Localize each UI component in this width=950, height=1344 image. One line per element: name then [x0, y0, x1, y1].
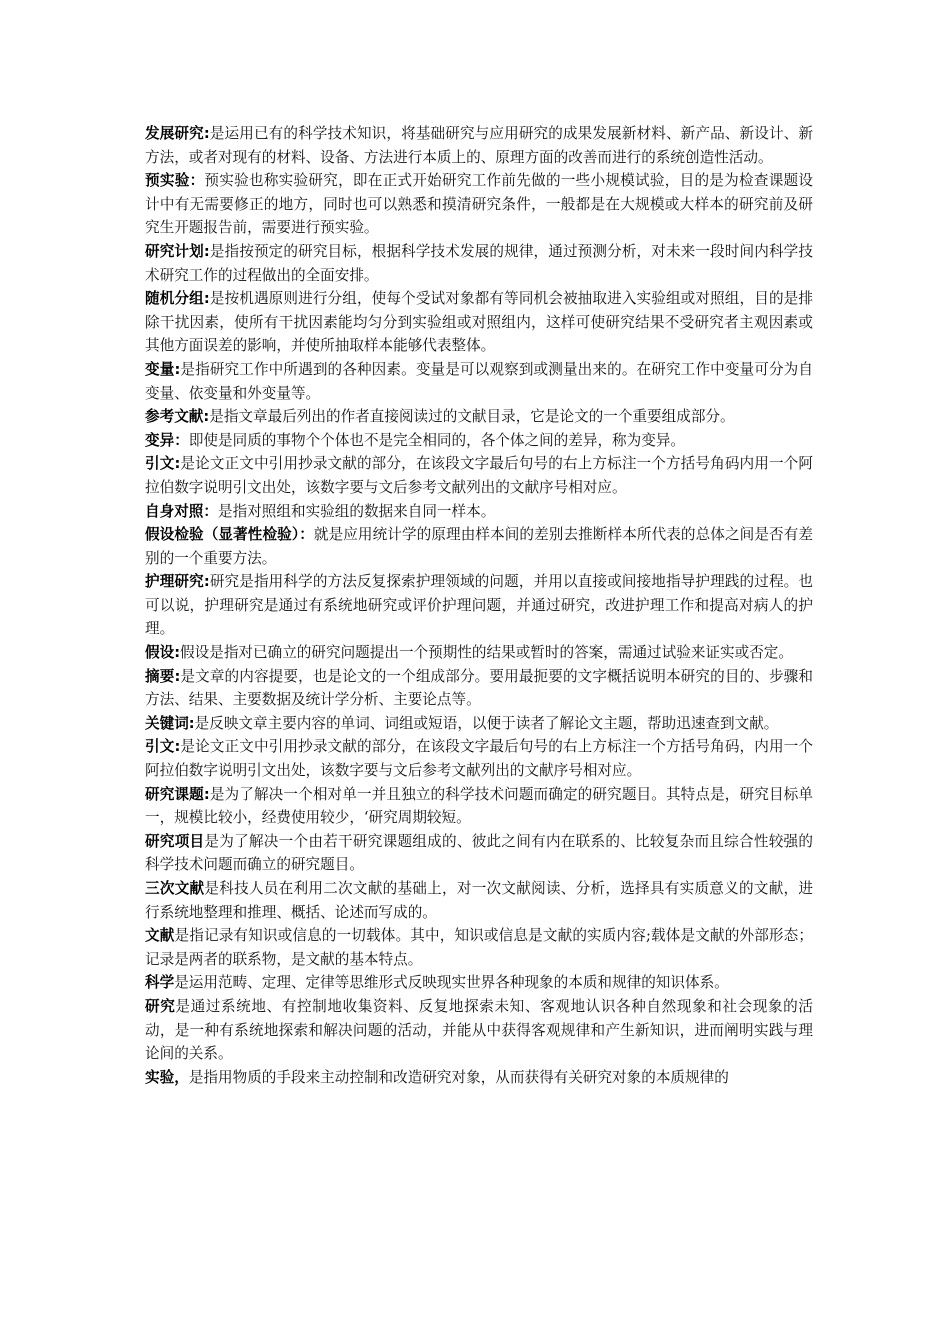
entry-separator: : [174, 360, 181, 378]
glossary-entry [145, 523, 813, 570]
glossary-entry [145, 429, 813, 453]
glossary-body [145, 122, 813, 1089]
entry-separator: ： [189, 172, 205, 190]
entry-definition: 是运用范畴、定理、定律等思维形式反映现实世界各种现象的本质和规律的知识体系。 [174, 974, 729, 992]
entry-definition: 研究是指用科学的方法反复探索护理领域的问题，并用以直接或间接地指导护理践的过程。也可以说，护理研究是通过有系统地研究或评价护理问题，并通过研究，改进护理工作和提高对病人的护理。 [145, 573, 813, 638]
entry-definition: 是通过系统地、有控制地收集资料、反复地探索未知、客观地认识各种自然现象和社会现象的活动，是一种有系统地探索和解决问题的活动，并能从中获得客观规律和产生新知识，进而阐明实践与理论间的关系。 [145, 997, 813, 1063]
entry-definition: 是指用物质的手段来主动控制和改造研究对象，从而获得有关研究对象的本质规律的 [188, 1068, 729, 1086]
entry-definition: 是为了解决一个由若干研究课题组成的、彼此之间有内在联系的、比较复杂而且综合性较强的科学技术问题而确立的研究题目。 [145, 832, 813, 874]
entry-term: 假设 [145, 644, 175, 662]
entry-term: 变异 [145, 431, 175, 449]
glossary-entry [145, 924, 813, 971]
entry-definition: 是指文章最后列出的作者直接阅读过的文献目录，它是论文的一个重要组成部分。 [209, 408, 735, 426]
entry-definition: 是论文正文中引用抄录文献的部分，在该段文字最后句号的右上方标注一个方括号角码内用一个阿拉伯数字说明引文出处，该数字要与文后参考文献列出的文献序号相对应。 [145, 455, 813, 496]
glossary-entry [145, 500, 813, 524]
glossary-entry [145, 971, 813, 995]
glossary-entry [145, 783, 813, 830]
glossary-entry [145, 240, 813, 287]
entry-separator: : [174, 644, 181, 662]
glossary-entry [145, 1066, 813, 1090]
entry-term: 变量 [145, 360, 175, 378]
entry-separator: : [203, 408, 210, 426]
glossary-entry [145, 169, 813, 240]
entry-term: 摘要 [145, 667, 175, 685]
entry-term: 引文 [145, 738, 175, 756]
entry-separator: : [203, 785, 210, 803]
entry-definition: 就是应用统计学的原理由样本间的差别去推断样本所代表的总体之间是否有差别的一个重要方法。 [145, 526, 813, 567]
entry-definition: 是为了解决一个相对单一并且独立的科学技术问题而确定的研究题目。其特点是，研究目标单一，规模比较小，经费使用较少，‘研究周期较短。 [145, 785, 813, 827]
entry-term: 自身对照 [145, 502, 204, 520]
entry-separator: : [203, 125, 210, 142]
entry-term: 科学 [145, 974, 175, 992]
entry-separator: : [174, 738, 181, 756]
entry-definition: 是运用已有的科学技术知识，将基础研究与应用研究的成果发展新材料、新产品、新设计、新方法，或者对现有的材料、设备、方法进行本质上的、原理方面的改善而进行的系统创造性活动。 [145, 125, 813, 166]
entry-term: 发展研究 [145, 125, 204, 142]
glossary-entry [145, 287, 813, 358]
entry-term: 研究 [145, 997, 176, 1015]
glossary-entry [145, 570, 813, 641]
entry-term: 随机分组 [145, 290, 204, 308]
entry-separator: : [203, 290, 210, 308]
entry-definition: 是指研究工作中所遇到的各种因素。变量是可以观察到或测量出来的。在研究工作中变量可分为自变量、依变量和外变量等。 [145, 360, 813, 402]
glossary-entry [145, 712, 813, 736]
entry-definition: 是科技人员在利用二次文献的基础上，对一次文献阅读、分析，选择具有实质意义的文献，进行系统地整理和推理、概括、论述而写成的。 [145, 880, 813, 921]
entry-term: 实验 [145, 1068, 175, 1086]
entry-definition: 预实验也称实验研究，即在正式开始研究工作前先做的一些小规模试验，目的是为检查课题设计中有无需要修正的地方，同时也可以熟悉和摸清研究条件，一般都是在大规模或大样本的研究前及研究生开题报告前，需要进行预实验。 [145, 172, 813, 237]
glossary-entry [145, 877, 813, 924]
entry-definition: 是指记录有知识或信息的一切载体。其中，知识或信息是文献的实质内容;载体是文献的外部形态；记录是两者的联系物，是文献的基本特点。 [145, 927, 813, 968]
entry-definition: 是文章的内容提要，也是论文的一个组成部分。要用最扼要的文字概括说明本研究的目的、步骤和方法、结果、主要数据及统计学分析、主要论点等。 [145, 667, 813, 709]
glossary-entry [145, 452, 813, 499]
entry-definition: 即使是同质的事物个个体也不是完全相同的，各个体之间的差异，称为变异。 [188, 431, 686, 449]
entry-definition: 是指按预定的研究目标，根据科学技术发展的规律，通过预测分析，对未来一段时间内科学技术研究工作的过程做出的全面安排。 [145, 242, 813, 284]
entry-term: 引文 [145, 455, 175, 473]
entry-separator: : [203, 573, 210, 591]
entry-separator: ： [203, 502, 218, 520]
glossary-entry [145, 665, 813, 712]
glossary-entry [145, 641, 813, 665]
entry-separator: : [174, 667, 181, 685]
entry-separator: ： [174, 431, 189, 449]
entry-term: 假设检验（显著性检验） [145, 526, 300, 544]
entry-term: 三次文献 [145, 880, 205, 897]
entry-term: 关键词 [145, 714, 189, 732]
entry-term: 研究计划 [145, 242, 204, 260]
entry-term: 护理研究 [145, 573, 204, 591]
glossary-entry [145, 735, 813, 782]
entry-separator: : [188, 714, 195, 732]
entry-definition: 是指对照组和实验组的数据来自同一样本。 [218, 502, 496, 520]
entry-term: 预实验 [145, 172, 190, 190]
entry-separator: ： [299, 526, 314, 544]
entry-term: 参考文献 [145, 408, 204, 426]
glossary-entry [145, 122, 813, 169]
glossary-entry [145, 358, 813, 405]
entry-definition: 是按机遇原则进行分组，使每个受试对象都有等同机会被抽取进入实验组或对照组，目的是排除干扰因素，使所有干扰因素能均匀分到实验组或对照组内，这样可使研究结果不受研究者主观因素或其他方面误差的影响，并使所抽取样本能够代表整体。 [145, 290, 813, 355]
entry-term: 研究课题 [145, 785, 204, 803]
glossary-entry [145, 995, 813, 1066]
entry-definition: 是反映文章主要内容的单词、词组或短语，以便于读者了解论文主题，帮助迅速查到文献。 [194, 714, 779, 732]
glossary-entry [145, 830, 813, 877]
entry-separator: : [203, 242, 210, 260]
entry-term: 研究项目 [145, 832, 205, 850]
entry-definition: 假设是指对已确立的研究问题提出一个预期性的结果或暂时的答案，需通过试验来证实或否定。 [180, 644, 793, 662]
entry-definition: 是论文正文中引用抄录文献的部分，在该段文字最后句号的右上方标注一个方括号角码，内用一个阿拉伯数字说明引文出处，该数字要与文后参考文献列出的文献序号相对应。 [145, 738, 813, 780]
glossary-entry [145, 405, 813, 429]
entry-separator: : [174, 455, 181, 473]
entry-term: 文献 [145, 927, 175, 945]
entry-separator: ， [174, 1068, 189, 1086]
